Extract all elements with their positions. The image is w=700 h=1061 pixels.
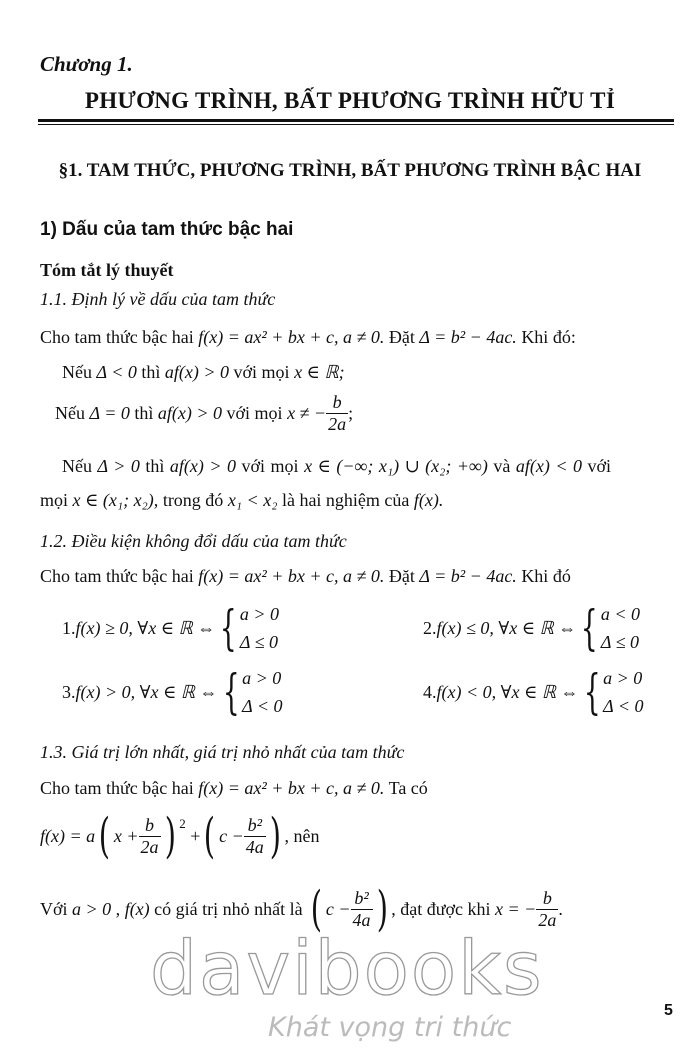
chapter-label: Chương 1. [40,52,133,76]
condition-3-expr: f(x) > 0, ∀x ∈ ℝ ⇔ [75,681,218,702]
condition-3-label: 3. [62,681,76,702]
paren-open-icon: ( [98,808,111,864]
condition-2-row1: a < 0 [600,604,640,624]
min-text2: , đạt được khi [391,898,491,919]
part1-case1 [62,362,345,383]
part2-intro [40,566,571,587]
case1-prefix: Nếu [62,362,92,382]
condition-1-system [215,600,279,656]
condition-4-label: 4. [423,681,437,702]
identity-frac1 [139,815,161,858]
identity-lhs: f(x) = a [40,825,96,846]
part2-heading: 1.2. Điều kiện không đổi dấu của tam thức [40,531,347,551]
condition-1 [62,600,279,656]
case3-prefix: Nếu [62,456,92,476]
condition-3-system [218,664,283,720]
case1-domain: x ∈ ℝ; [294,362,345,382]
min-c: c − [325,898,351,919]
part1-intro-end: Khi đó: [521,327,576,347]
case2-with: với mọi [226,403,283,423]
case3-cond: Δ > 0 [97,456,140,476]
part1-intro-mid: Đặt [388,327,415,347]
part2-intro-formula: f(x) = ax² + bx + c, a ≠ 0. [198,566,385,586]
identity-f1-num: b [145,814,154,835]
part3-intro [40,778,428,799]
min-f: f(x) [124,898,150,919]
paren-close-icon: ) [376,881,388,937]
min-x: x = − [495,898,537,919]
part1-heading: 1.1. Định lý về dấu của tam thức [40,289,276,309]
case2-domain: x ≠ − [287,403,327,423]
part1-intro-delta: Δ = b² − 4ac. [419,327,517,347]
case3-f: f(x). [413,490,444,510]
identity-f1-den: 2a [140,836,159,857]
part3-intro-formula: f(x) = ax² + bx + c, a ≠ 0. [198,778,385,798]
min-text: có giá trị nhỏ nhất là [154,898,303,919]
section-title: §1. TAM THỨC, PHƯƠNG TRÌNH, BẤT PHƯƠNG TRÌNH BẬC HAI [58,160,642,181]
part1-case2 [55,392,353,435]
summary-heading: Tóm tắt lý thuyết [40,260,174,280]
case2-frac-num: b [332,392,342,412]
case3-domain2: x ∈ (x₁; x₂), [72,490,159,510]
condition-1-expr: f(x) ≥ 0, ∀x ∈ ℝ ⇔ [75,617,216,638]
condition-2-label: 2. [423,617,437,638]
identity-plus: + [190,825,201,846]
identity-c: c − [219,825,244,846]
case2-fraction [326,392,348,435]
identity-x: x + [113,825,139,846]
case2-cond: Δ = 0 [89,403,130,423]
min-prefix: Với [40,898,68,919]
min-xnum: b [542,887,552,908]
identity-f2-den: 4a [245,836,264,857]
condition-2-row2: Δ ≤ 0 [600,632,639,652]
case1-with: với mọi [233,362,290,382]
part3-identity [40,808,320,864]
chapter-rule-thick [38,119,674,122]
case3-with2: với [587,456,612,476]
watermark-slogan: Khát vọng tri thức [268,1012,512,1043]
watermark-brand: davibooks [150,926,544,1012]
part1-case3 [62,456,611,477]
min-den: 4a [352,909,371,930]
case1-then: thì [141,362,161,382]
part3-intro-end: Ta có [388,778,428,798]
part1-intro-formula: f(x) = ax² + bx + c, a ≠ 0. [198,327,385,347]
part3-intro-text: Cho tam thức bậc hai [40,778,194,798]
case3-result2: af(x) < 0 [515,456,582,476]
condition-4-system [579,664,644,720]
case1-result: af(x) > 0 [164,362,230,382]
brace-icon: { [220,600,237,656]
case3-domain: x ∈ (−∞; x₁) ∪ (x₂; +∞) [304,456,488,476]
identity-square: 2 [179,816,186,831]
brace-icon: { [581,600,598,656]
subsection-title: 1) Dấu của tam thức bậc hai [40,219,294,240]
condition-3 [62,664,283,720]
part2-intro-end: Khi đó [521,566,571,586]
condition-1-label: 1. [62,617,76,638]
case3-roots: là hai nghiệm của [281,490,410,510]
min-frac [351,888,373,931]
min-end: . [558,898,563,919]
case2-frac-den: 2a [328,414,347,434]
case2-prefix: Nếu [55,403,85,423]
part2-intro-mid: Đặt [388,566,415,586]
condition-3-row1: a > 0 [242,668,282,688]
condition-3-row2: Δ < 0 [242,696,283,716]
chapter-rule-thin [38,124,674,125]
condition-4-expr: f(x) < 0, ∀x ∈ ℝ ⇔ [436,681,579,702]
condition-1-row1: a > 0 [239,604,279,624]
min-cond: a > 0 , [72,898,121,919]
min-xfrac [536,888,558,931]
case3-result: af(x) > 0 [169,456,237,476]
case3-then: thì [145,456,165,476]
paren-open-icon: ( [204,808,216,864]
part2-intro-delta: Δ = b² − 4ac. [419,566,517,586]
part1-intro [40,327,576,348]
case2-end: ; [348,403,354,423]
brace-icon: { [222,664,240,720]
case3-where: trong đó [162,490,224,510]
part1-case3-line2 [40,490,443,511]
condition-4 [423,664,644,720]
condition-4-row2: Δ < 0 [603,696,644,716]
identity-frac2 [244,815,266,858]
condition-2 [423,600,640,656]
paren-open-icon: ( [310,881,323,937]
brace-icon: { [583,664,601,720]
condition-2-system [576,600,640,656]
identity-end: , nên [284,825,320,846]
part1-intro-text: Cho tam thức bậc hai [40,327,194,347]
case2-result: af(x) > 0 [157,403,223,423]
case3-order: x₁ < x₂ [227,490,278,510]
condition-4-row1: a > 0 [603,668,643,688]
paren-close-icon: ) [164,808,176,864]
case2-then: thì [134,403,154,423]
paren-close-icon: ) [269,808,281,864]
min-xden: 2a [538,909,557,930]
condition-2-expr: f(x) ≤ 0, ∀x ∈ ℝ ⇔ [436,617,577,638]
min-num: b² [354,887,369,908]
condition-1-row2: Δ ≤ 0 [239,632,278,652]
case1-cond: Δ < 0 [96,362,137,382]
case3-and: và [493,456,511,476]
part2-intro-text: Cho tam thức bậc hai [40,566,194,586]
identity-f2-num: b² [247,814,262,835]
page-number: 5 [664,1002,673,1019]
part3-heading: 1.3. Giá trị lớn nhất, giá trị nhỏ nhất của tam thức [40,742,405,762]
case3-with: với mọi [241,456,299,476]
chapter-title: PHƯƠNG TRÌNH, BẤT PHƯƠNG TRÌNH HỮU TỈ [84,88,616,113]
case3-line2-start: mọi [40,490,69,510]
